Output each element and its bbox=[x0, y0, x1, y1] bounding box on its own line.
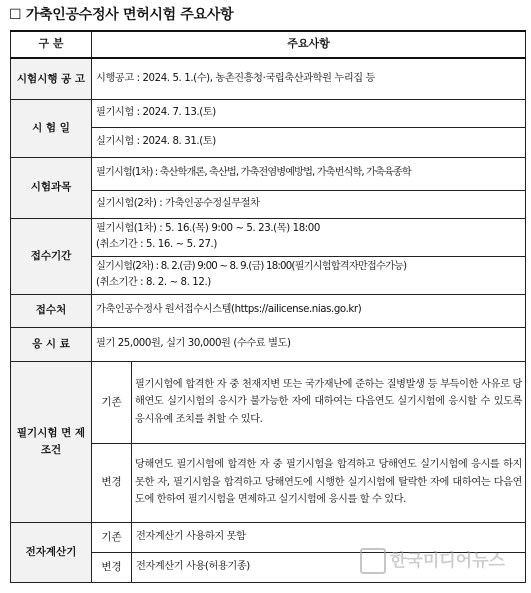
exemption-new-text: 당해연도 필기시험에 합격한 자 중 필기시험을 합격하고 당해연도 실기시험에 응시를 하지 못한 자, 필기시험을 합격하고 당해연도에 시행한 실기시험에 탈락한 자에 대하여는 다음연도에 한하여 필기시험을 면제하고 실기시험에 응시를 할 수 있다. bbox=[132, 443, 526, 522]
calculator-old-label: 기존 bbox=[92, 522, 132, 552]
watermark-text: 한국미디어뉴스 bbox=[390, 551, 505, 571]
row-label-exam-date: 시 험 일 bbox=[11, 99, 92, 157]
calculator-new-label: 변경 bbox=[92, 552, 132, 582]
written-exam-date: 필기시험 : 2024. 7. 13.(토) bbox=[92, 99, 526, 127]
written-cancel-period: (취소기간 : 5. 16. ~ 5. 27.) bbox=[96, 239, 217, 250]
exam-info-table bbox=[10, 30, 526, 583]
practical-period: 실기시험(2차) : 8. 2.(금) 9:00 ~ 8. 9.(금) 18:00(필기시험합격자만접수가능) bbox=[96, 261, 407, 272]
practical-cancel-period: (취소기간 : 8. 2. ~ 8. 12.) bbox=[96, 277, 211, 288]
practical-exam-date: 실기시험 : 2024. 8. 31.(토) bbox=[92, 127, 526, 157]
exemption-new-label: 변경 bbox=[92, 443, 132, 522]
exam-fee: 필기 25,000원, 실기 30,000원 (수수료 별도) bbox=[92, 327, 526, 361]
media-logo-icon bbox=[360, 548, 386, 574]
announce-text: 시행공고 : 2024. 5. 1.(수), 농촌진흥청·국립축산과학원 누리집 등 bbox=[92, 58, 526, 99]
row-label-period: 접수기간 bbox=[11, 218, 92, 294]
row-label-announce: 시험시행 공 고 bbox=[11, 58, 92, 99]
row-label-exemption: 필기시험 면 제조건 bbox=[11, 361, 92, 522]
exemption-old-text: 필기시험에 합격한 자 중 천재지변 또는 국가재난에 준하는 질병발생 등 부득이한 사유로 당해연도 실기시험의 응시가 불가능한 자에 대하여는 다음연도 실기시험에 응시할 수 있도록 응시유예 조치를 취할 수 있다. bbox=[132, 361, 526, 443]
document-title: ☐ 가축인공수정사 면허시험 주요사항 bbox=[9, 7, 234, 23]
row-label-fee: 응 시 료 bbox=[11, 327, 92, 361]
row-label-office: 접수처 bbox=[11, 294, 92, 327]
written-subjects: 필기시험(1차) : 축산학개론, 축산법, 가축전염병예방법, 가축번식학, 가축육종학 bbox=[92, 157, 526, 190]
application-office: 가축인공수정사 원서접수시스템(https://ailicense.nias.go.kr) bbox=[92, 294, 526, 327]
exemption-old-label: 기존 bbox=[92, 361, 132, 443]
written-period: 필기시험(1차) : 5. 16.(목) 9:00 ~ 5. 23.(목) 18:00 bbox=[96, 223, 320, 234]
row-label-subjects: 시험과목 bbox=[11, 157, 92, 218]
calculator-old-text: 전자계산기 사용하지 못함 bbox=[132, 522, 526, 552]
header-details: 주요사항 bbox=[92, 31, 526, 58]
practical-subjects: 실기시험(2차) : 가축인공수정실무절차 bbox=[92, 190, 526, 218]
calculator-new-text: 전자계산기 사용(허용기종) bbox=[132, 552, 526, 582]
row-label-calculator: 전자계산기 bbox=[11, 522, 92, 582]
header-category: 구 분 bbox=[11, 31, 92, 58]
watermark bbox=[360, 546, 505, 574]
